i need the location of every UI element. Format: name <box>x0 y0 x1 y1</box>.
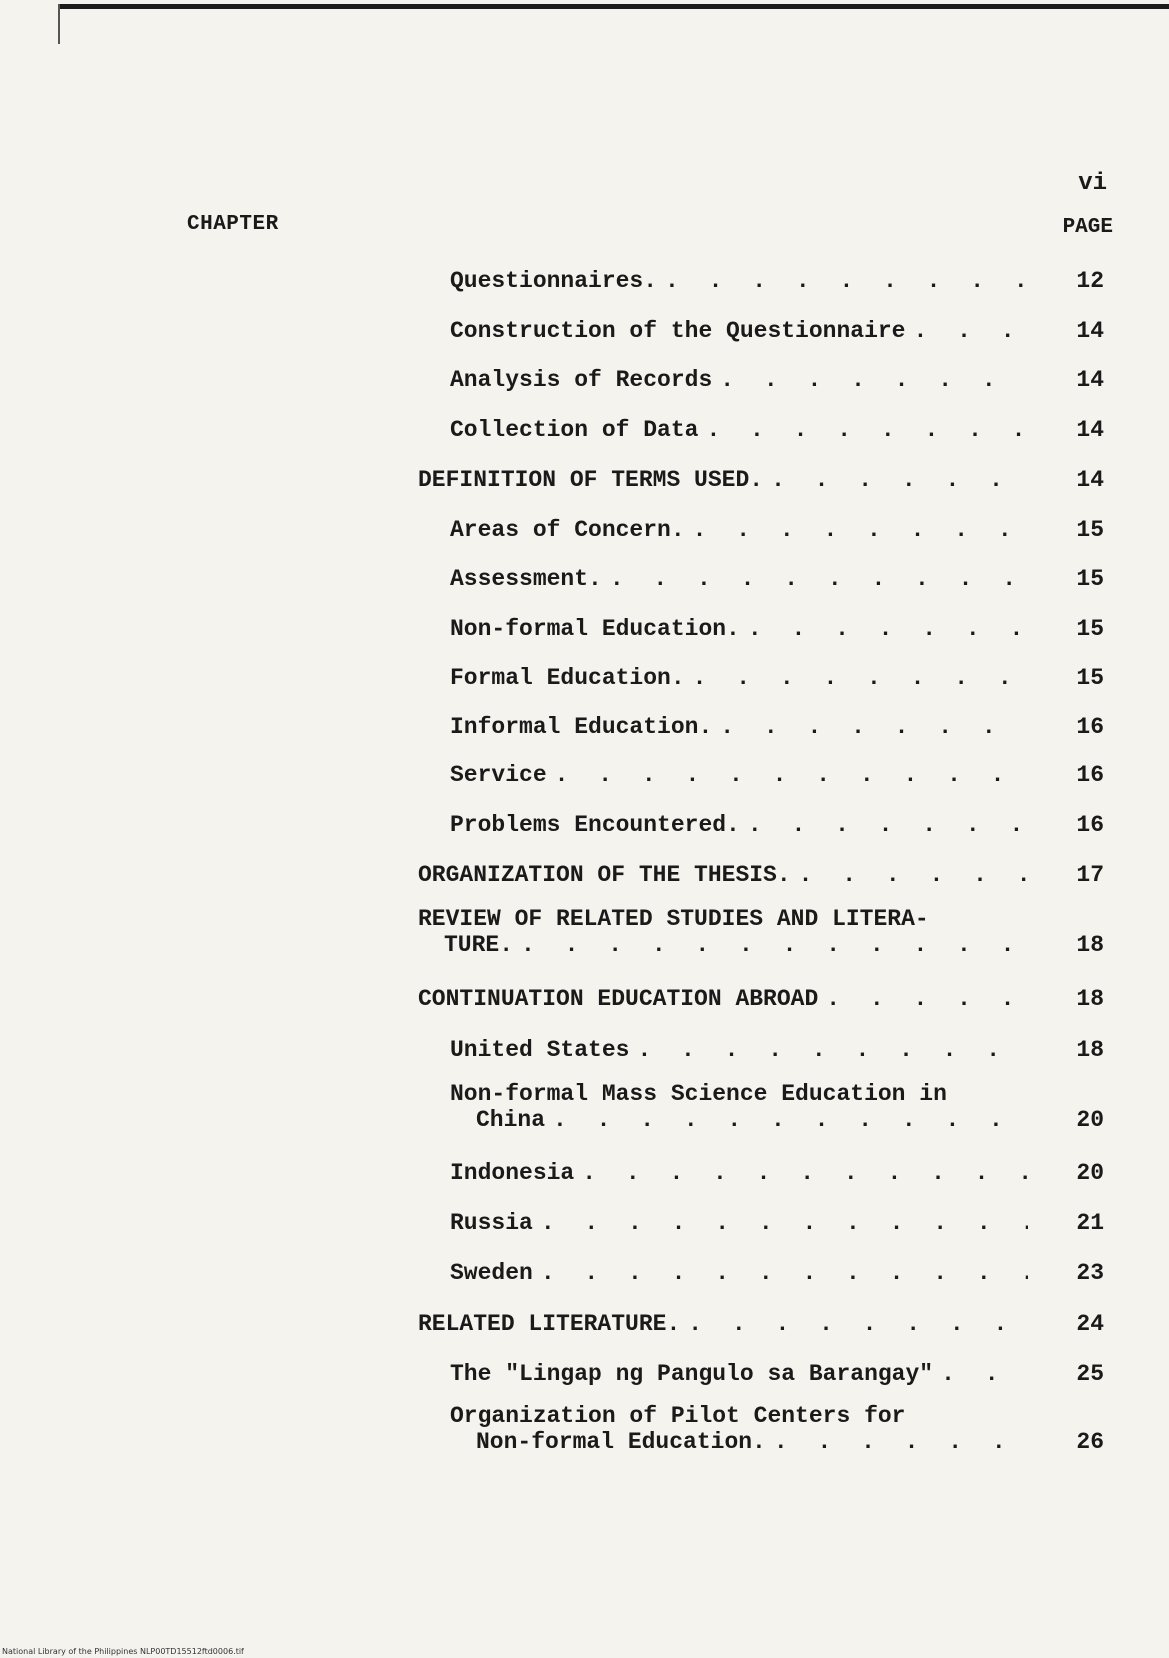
toc-entry-title-continuation: Non-formal Education. <box>476 1429 766 1455</box>
toc-entry-page-number: 15 <box>1076 616 1104 642</box>
toc-entry <box>418 986 1104 1012</box>
toc-entry-page-number: 16 <box>1076 762 1104 788</box>
dot-leader <box>555 762 1028 788</box>
toc-entry-title: DEFINITION OF TERMS USED. <box>418 467 764 493</box>
toc-entry-title: Assessment. <box>450 566 602 592</box>
toc-entry-title-continuation: China <box>476 1107 546 1133</box>
dot-leader <box>688 1311 1028 1337</box>
toc-entry-title: Formal Education. <box>450 665 685 691</box>
toc-entry <box>418 906 1104 958</box>
dot-leader <box>693 517 1028 543</box>
page-column-heading: PAGE <box>1062 216 1113 239</box>
toc-entry-page-number: 16 <box>1076 714 1104 740</box>
toc-entry-title: Problems Encountered. <box>450 812 740 838</box>
toc-entry-title: Collection of Data <box>450 417 699 443</box>
toc-entry <box>418 1311 1104 1337</box>
dot-leader <box>748 616 1028 642</box>
dot-leader <box>774 1429 1028 1455</box>
toc-entry-title: United States <box>450 1037 630 1063</box>
toc-entry <box>450 1403 1104 1455</box>
dot-leader <box>748 812 1028 838</box>
top-border-line <box>60 4 1169 9</box>
toc-entry-title: Service <box>450 762 547 788</box>
toc-entry <box>450 417 1104 443</box>
toc-entry <box>450 566 1104 592</box>
toc-entry-page-number: 14 <box>1076 318 1104 344</box>
dot-leader <box>553 1107 1028 1133</box>
toc-entry <box>450 367 1104 393</box>
toc-entry-page-number: 20 <box>1076 1107 1104 1133</box>
toc-entry-title: Organization of Pilot Centers for <box>450 1403 906 1429</box>
toc-entry-page-number: 25 <box>1076 1361 1104 1387</box>
toc-entry <box>450 812 1104 838</box>
toc-entry-page-number: 18 <box>1076 1037 1104 1063</box>
toc-entry <box>450 714 1104 740</box>
toc-entry-page-number: 12 <box>1076 268 1104 294</box>
toc-entry-title-continuation: TURE. <box>444 932 514 958</box>
toc-entry-title: Areas of Concern. <box>450 517 685 543</box>
page-number: vi <box>1078 170 1107 197</box>
toc-entry-title: Non-formal Education. <box>450 616 740 642</box>
dot-leader <box>541 1260 1028 1286</box>
dot-leader <box>826 986 1028 1012</box>
dot-leader <box>665 268 1028 294</box>
toc-entry-title: Non-formal Mass Science Education in <box>450 1081 947 1107</box>
toc-entry <box>450 616 1104 642</box>
toc-entry-title: Sweden <box>450 1260 533 1286</box>
dot-leader <box>521 932 1028 958</box>
dot-leader <box>706 417 1028 443</box>
chapter-column-heading: CHAPTER <box>187 213 279 236</box>
toc-entry <box>450 268 1104 294</box>
toc-entry-title: Questionnaires. <box>450 268 658 294</box>
toc-entry-page-number: 17 <box>1076 862 1104 888</box>
toc-entry-title: REVIEW OF RELATED STUDIES AND LITERA- <box>418 906 929 932</box>
toc-entry <box>450 1260 1104 1286</box>
toc-entry <box>450 517 1104 543</box>
toc-entry-title: The "Lingap ng Pangulo sa Barangay" <box>450 1361 934 1387</box>
toc-entry-title: Russia <box>450 1210 533 1236</box>
toc-entry-page-number: 23 <box>1076 1260 1104 1286</box>
toc-entry-page-number: 14 <box>1076 467 1104 493</box>
dot-leader <box>582 1160 1028 1186</box>
toc-entry-page-number: 14 <box>1076 367 1104 393</box>
toc-entry <box>450 665 1104 691</box>
toc-entry-title: RELATED LITERATURE. <box>418 1311 681 1337</box>
dot-leader <box>941 1361 1028 1387</box>
dot-leader <box>541 1210 1028 1236</box>
toc-entry-page-number: 21 <box>1076 1210 1104 1236</box>
toc-entry <box>450 1361 1104 1387</box>
toc-entry-page-number: 20 <box>1076 1160 1104 1186</box>
toc-entry-page-number: 24 <box>1076 1311 1104 1337</box>
toc-entry-title: Informal Education. <box>450 714 713 740</box>
dot-leader <box>693 665 1028 691</box>
dot-leader <box>799 862 1028 888</box>
dot-leader <box>771 467 1028 493</box>
scan-footer: National Library of the Philippines NLP00TD15512ftd0006.tif <box>2 1647 244 1656</box>
toc-entry <box>450 1081 1104 1133</box>
toc-entry <box>450 318 1104 344</box>
dot-leader <box>610 566 1028 592</box>
toc-entry-title: CONTINUATION EDUCATION ABROAD <box>418 986 819 1012</box>
toc-entry-title: Analysis of Records <box>450 367 713 393</box>
toc-entry-title: Indonesia <box>450 1160 575 1186</box>
toc-entry <box>450 762 1104 788</box>
toc-entry-page-number: 18 <box>1076 986 1104 1012</box>
dot-leader <box>637 1037 1028 1063</box>
dot-leader <box>913 318 1028 344</box>
toc-entry-page-number: 15 <box>1076 665 1104 691</box>
toc-entry <box>450 1160 1104 1186</box>
toc-entry-title: Construction of the Questionnaire <box>450 318 906 344</box>
toc-entry-page-number: 15 <box>1076 517 1104 543</box>
dot-leader <box>720 714 1028 740</box>
toc-entry <box>450 1037 1104 1063</box>
toc-entry-page-number: 18 <box>1076 932 1104 958</box>
toc-entry-page-number: 14 <box>1076 417 1104 443</box>
toc-entry <box>450 1210 1104 1236</box>
toc-entry <box>418 467 1104 493</box>
toc-entry-page-number: 16 <box>1076 812 1104 838</box>
toc-entry-page-number: 15 <box>1076 566 1104 592</box>
left-border-line <box>58 4 60 44</box>
toc-entry <box>418 862 1104 888</box>
dot-leader <box>720 367 1028 393</box>
toc-entry-page-number: 26 <box>1076 1429 1104 1455</box>
toc-entry-title: ORGANIZATION OF THE THESIS. <box>418 862 791 888</box>
